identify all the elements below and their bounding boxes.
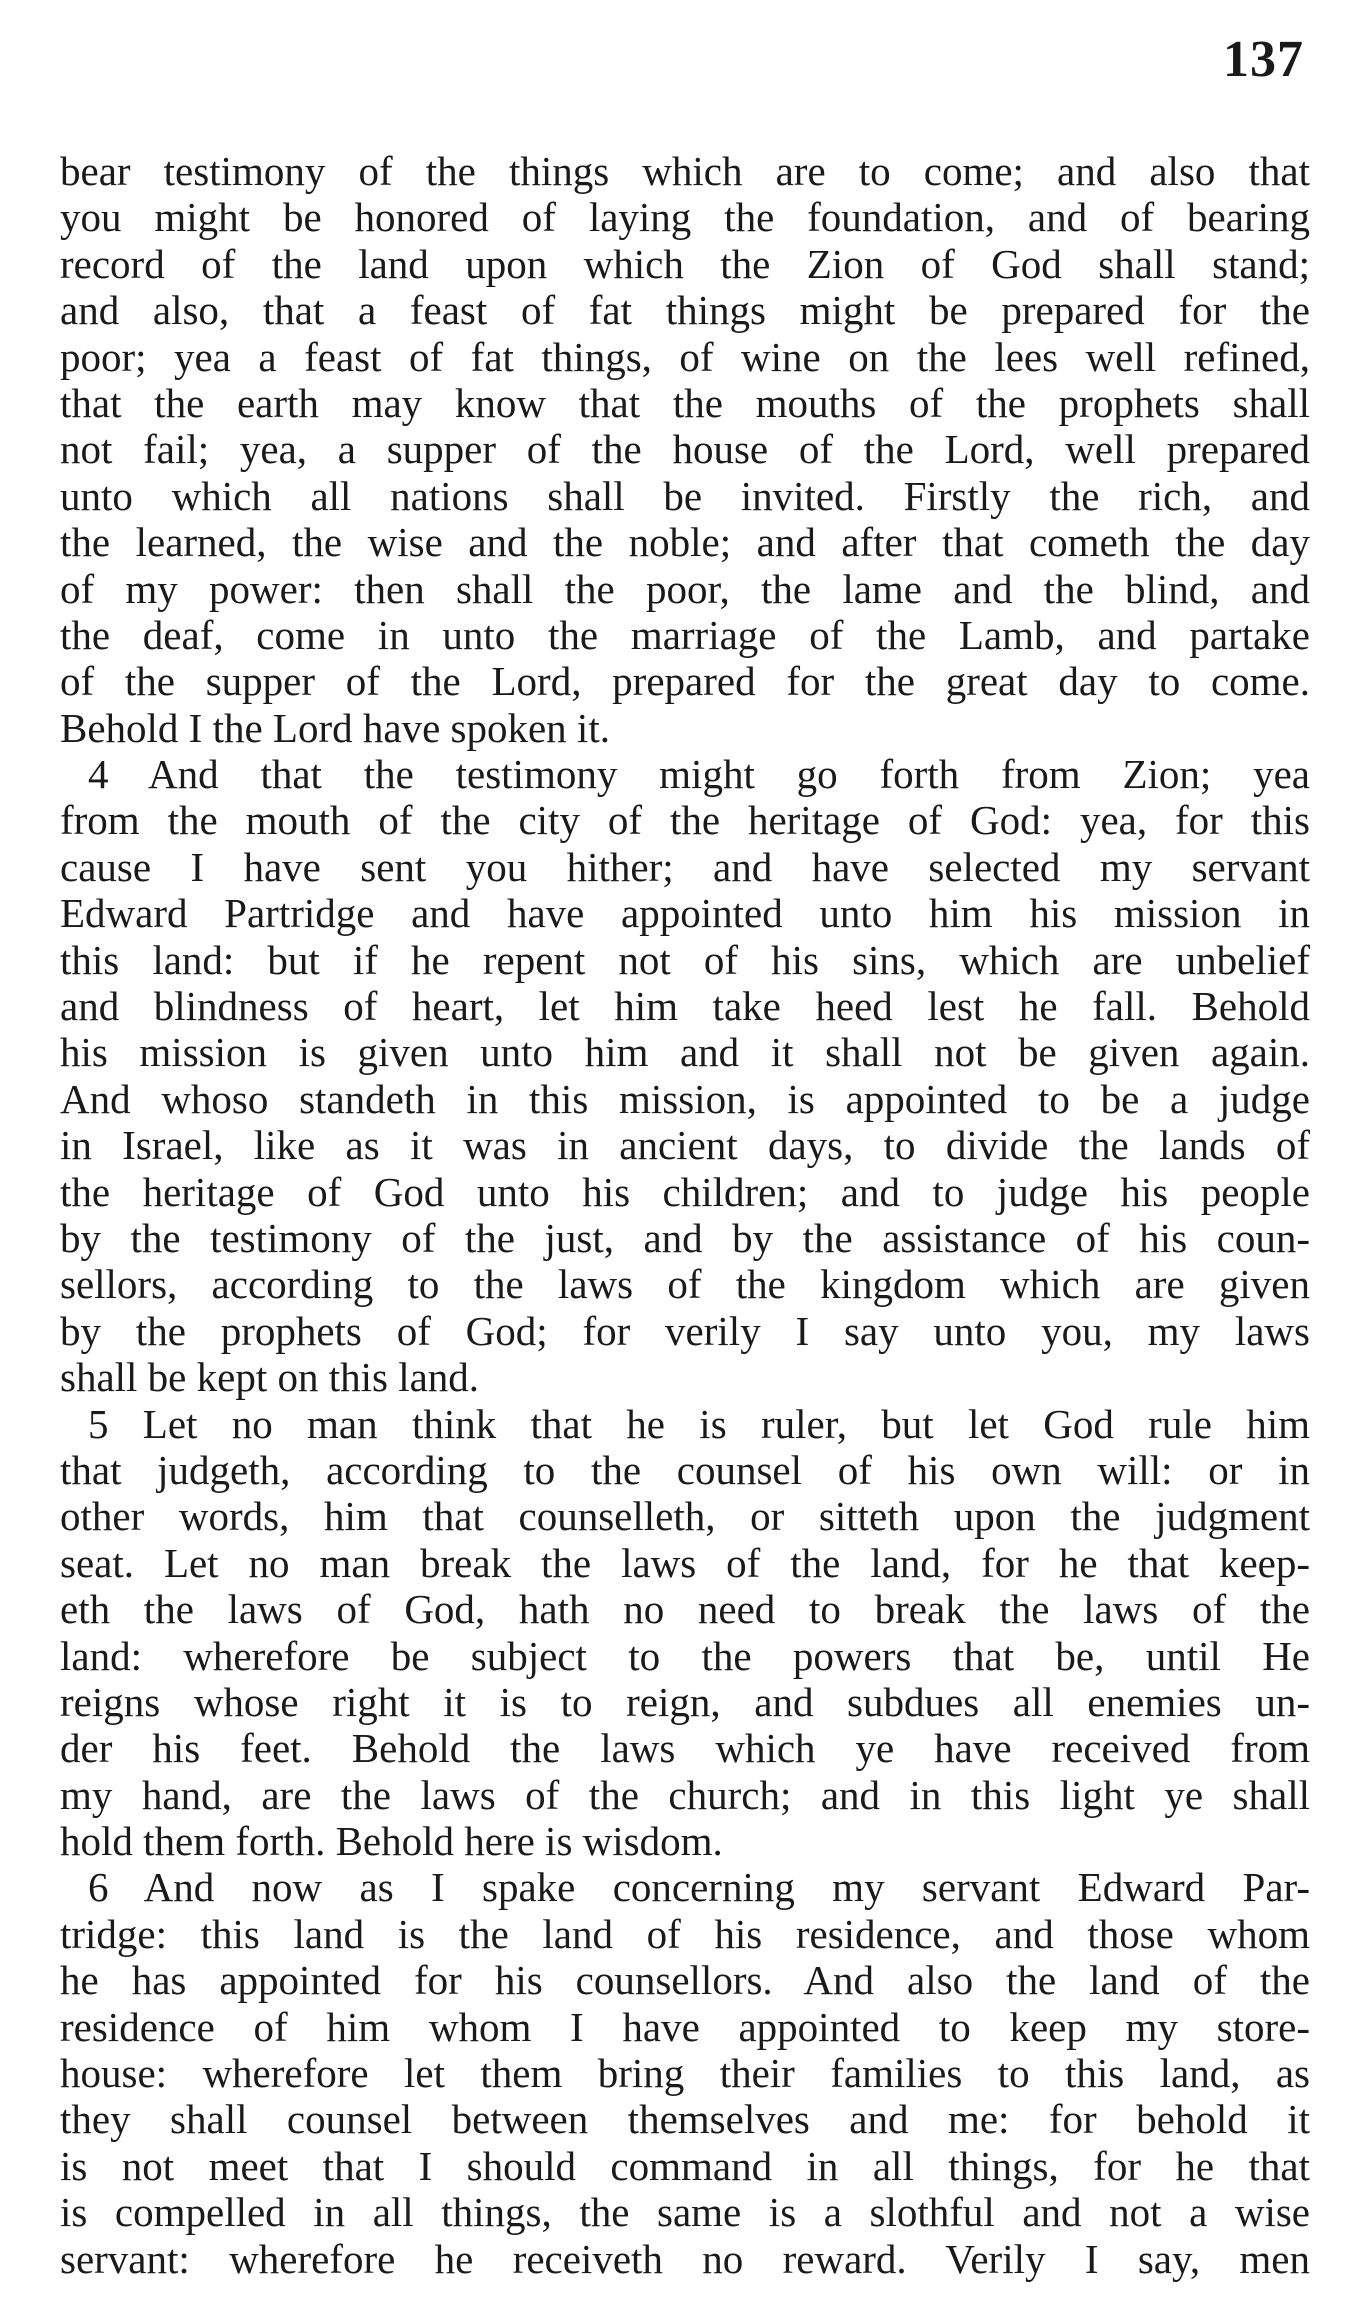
page-number: 137 bbox=[1223, 31, 1304, 88]
text-line: this land: but if he repent not of his sins, which are unbelief bbox=[60, 936, 1310, 983]
text-line: my hand, are the laws of the church; and in this light ye shall bbox=[60, 1771, 1310, 1818]
text-line: by the testimony of the just, and by the assistance of his coun- bbox=[60, 1214, 1310, 1261]
paragraph-start-line: 4 And that the testimony might go forth from Zion; yea bbox=[88, 751, 1310, 798]
text-line: they shall counsel between themselves and me: for behold it bbox=[60, 2096, 1310, 2143]
text-line: servant: wherefore he receiveth no reward. Verily I say, men bbox=[60, 2235, 1310, 2282]
text-line: poor; yea a feast of fat things, of wine on the lees well refined, bbox=[60, 333, 1310, 380]
text-line: cause I have sent you hither; and have selected my servant bbox=[60, 843, 1310, 890]
paragraph-start-line: 5 Let no man think that he is ruler, but let God rule him bbox=[88, 1400, 1310, 1447]
text-line: the heritage of God unto his children; and to judge his people bbox=[60, 1168, 1310, 1215]
text-line: not fail; yea, a supper of the house of the Lord, well prepared bbox=[60, 426, 1310, 473]
text-line: and blindness of heart, let him take heed lest he fall. Behold bbox=[60, 983, 1310, 1030]
text-line: land: wherefore be subject to the powers that be, until He bbox=[60, 1632, 1310, 1679]
text-line: is not meet that I should command in all things, for he that bbox=[60, 2142, 1310, 2189]
text-line: that judgeth, according to the counsel of his own will: or in bbox=[60, 1446, 1310, 1493]
text-line: sellors, according to the laws of the kingdom which are given bbox=[60, 1261, 1310, 1308]
text-line: of my power: then shall the poor, the lame and the blind, and bbox=[60, 565, 1310, 612]
text-line: and also, that a feast of fat things might be prepared for the bbox=[60, 287, 1310, 334]
text-line: you might be honored of laying the foundation, and of bearing bbox=[60, 194, 1310, 241]
text-line: reigns whose right it is to reign, and subdues all enemies un- bbox=[60, 1678, 1310, 1725]
text-line: from the mouth of the city of the heritage of God: yea, for this bbox=[60, 797, 1310, 844]
text-line: other words, him that counselleth, or sitteth upon the judgment bbox=[60, 1493, 1310, 1540]
text-line: eth the laws of God, hath no need to break the laws of the bbox=[60, 1586, 1310, 1633]
text-line: the learned, the wise and the noble; and after that cometh the day bbox=[60, 519, 1310, 566]
text-line: Edward Partridge and have appointed unto him his mission in bbox=[60, 890, 1310, 937]
text-line: residence of him whom I have appointed to keep my store- bbox=[60, 2003, 1310, 2050]
text-line: his mission is given unto him and it shall not be given again. bbox=[60, 1029, 1310, 1076]
text-line: And whoso standeth in this mission, is appointed to be a judge bbox=[60, 1075, 1310, 1122]
text-line: that the earth may know that the mouths of the prophets shall bbox=[60, 379, 1310, 426]
text-line: tridge: this land is the land of his residence, and those whom bbox=[60, 1910, 1310, 1957]
text-line: unto which all nations shall be invited. Firstly the rich, and bbox=[60, 472, 1310, 519]
text-line: hold them forth. Behold here is wisdom. bbox=[60, 1818, 723, 1865]
text-line: record of the land upon which the Zion of God shall stand; bbox=[60, 240, 1310, 287]
body-text bbox=[60, 148, 1310, 2282]
text-line: is compelled in all things, the same is a slothful and not a wise bbox=[60, 2189, 1310, 2236]
text-line: he has appointed for his counsellors. And also the land of the bbox=[60, 1957, 1310, 2004]
text-line: shall be kept on this land. bbox=[60, 1354, 480, 1401]
text-line: der his feet. Behold the laws which ye have received from bbox=[60, 1725, 1310, 1772]
text-line: of the supper of the Lord, prepared for the great day to come. bbox=[60, 658, 1310, 705]
text-line: by the prophets of God; for verily I say unto you, my laws bbox=[60, 1307, 1310, 1354]
text-line: Behold I the Lord have spoken it. bbox=[60, 704, 610, 751]
text-line: bear testimony of the things which are to come; and also that bbox=[60, 148, 1310, 194]
text-line: the deaf, come in unto the marriage of the Lamb, and partake bbox=[60, 611, 1310, 658]
text-line: seat. Let no man break the laws of the land, for he that keep- bbox=[60, 1539, 1310, 1586]
text-line: house: wherefore let them bring their families to this land, as bbox=[60, 2050, 1310, 2097]
paragraph-start-line: 6 And now as I spake concerning my servant Edward Par- bbox=[88, 1864, 1310, 1911]
text-line: in Israel, like as it was in ancient days, to divide the lands of bbox=[60, 1122, 1310, 1169]
